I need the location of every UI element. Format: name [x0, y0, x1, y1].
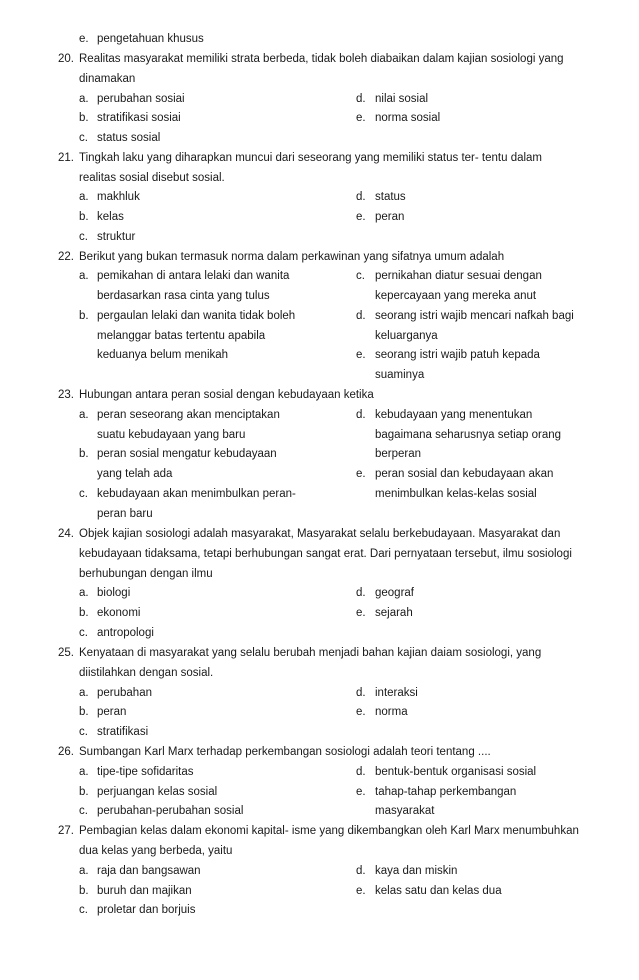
option-text: norma	[375, 706, 408, 718]
option-letter: c.	[79, 132, 88, 144]
option-letter: d.	[356, 865, 366, 877]
option-text: proletar dan borjuis	[97, 904, 196, 916]
question-text: Hubungan antara peran sosial dengan kebudayaan ketika	[79, 389, 374, 401]
option-text: menimbulkan kelas-kelas sosial	[375, 488, 537, 500]
option-text: peran baru	[97, 508, 153, 520]
option-letter: d.	[356, 310, 366, 322]
option-letter: a.	[79, 687, 89, 699]
option-letter: e.	[356, 211, 366, 223]
option-text: geograf	[375, 587, 415, 599]
question-text: kebudayaan tidaksama, tetapi berhubungan sangat erat. Dari pernyataan tersebut, ilmu sosiologi	[79, 548, 572, 560]
option-letter: e.	[79, 33, 89, 45]
option-letter: b.	[79, 112, 89, 124]
option-letter: d.	[356, 766, 366, 778]
option-letter: b.	[79, 786, 89, 798]
option-text: masyarakat	[375, 805, 435, 817]
option-letter: c.	[79, 627, 88, 639]
option-text: seorang istri wajib mencari nafkah bagi	[375, 310, 574, 322]
option-letter: a.	[79, 191, 89, 203]
option-letter: c.	[356, 270, 365, 282]
option-text: makhluk	[97, 191, 140, 203]
option-text: peran sosial mengatur kebudayaan	[97, 448, 277, 460]
option-text: perubahan-perubahan sosial	[97, 805, 244, 817]
option-text: peran	[375, 211, 405, 223]
question-text: Sumbangan Karl Marx terhadap perkembangan sosiologi adalah teori tentang ....	[79, 746, 491, 758]
option-text: bentuk-bentuk organisasi sosial	[375, 766, 537, 778]
option-letter: c.	[79, 231, 88, 243]
option-text: antropologi	[97, 627, 154, 639]
option-text: keduanya belum menikah	[97, 349, 229, 361]
option-text: kelas	[97, 211, 124, 223]
option-text: perubahan	[97, 687, 152, 699]
option-text: peran seseorang akan menciptakan	[97, 409, 280, 421]
option-text: raja dan bangsawan	[97, 865, 201, 877]
option-letter: a.	[79, 409, 89, 421]
question-number: 23.	[58, 389, 74, 401]
option-text: tahap-tahap perkembangan	[375, 786, 517, 798]
option-text: biologi	[97, 587, 131, 599]
option-text: berperan	[375, 448, 422, 460]
option-text: peran	[97, 706, 127, 718]
option-text: perjuangan kelas sosial	[97, 786, 218, 798]
option-letter: d.	[356, 409, 366, 421]
option-text: norma sosial	[375, 112, 441, 124]
option-letter: b.	[79, 448, 89, 460]
option-letter: d.	[356, 587, 366, 599]
question-text: dua kelas yang berbeda, yaitu	[79, 845, 233, 857]
question-text: Berikut yang bukan termasuk norma dalam perkawinan yang sifatnya umum adalah	[79, 251, 505, 263]
option-text: stratifikasi	[97, 726, 149, 738]
option-text: suatu kebudayaan yang baru	[97, 429, 246, 441]
option-letter: a.	[79, 93, 89, 105]
question-number: 22.	[58, 251, 74, 263]
option-text: pergaulan lelaki dan wanita tidak boleh	[97, 310, 296, 322]
option-text: sejarah	[375, 607, 413, 619]
question-text: Kenyataan di masyarakat yang selalu berubah menjadi bahan kajian daiam sosiologi, yang	[79, 647, 542, 659]
option-letter: c.	[79, 488, 88, 500]
option-text: melanggar batas tertentu apabila	[97, 330, 266, 342]
option-text: kebudayaan akan menimbulkan peran-	[97, 488, 296, 500]
option-text: status	[375, 191, 406, 203]
option-text: nilai sosial	[375, 93, 429, 105]
option-letter: a.	[79, 270, 89, 282]
option-letter: c.	[79, 726, 88, 738]
question-text: realitas sosial disebut sosial.	[79, 172, 225, 184]
question-text: Objek kajian sosiologi adalah masyarakat, Masyarakat selalu berkebudayaan. Masyarakat dan	[79, 528, 561, 540]
question-number: 26.	[58, 746, 74, 758]
option-letter: e.	[356, 112, 366, 124]
option-letter: c.	[79, 904, 88, 916]
option-letter: e.	[356, 706, 366, 718]
question-text: dinamakan	[79, 73, 136, 85]
question-number: 25.	[58, 647, 74, 659]
option-letter: a.	[79, 587, 89, 599]
option-text: ekonomi	[97, 607, 141, 619]
option-text: perubahan sosiai	[97, 93, 185, 105]
option-text: suaminya	[375, 369, 425, 381]
option-text: pengetahuan khusus	[97, 33, 204, 45]
question-text: Tingkah laku yang diharapkan muncui dari seseorang yang memiliki status ter- tentu dalam	[79, 152, 543, 164]
option-letter: d.	[356, 93, 366, 105]
option-text: peran sosial dan kebudayaan akan	[375, 468, 554, 480]
option-letter: a.	[79, 766, 89, 778]
option-text: buruh dan majikan	[97, 885, 192, 897]
option-text: stratifikasi sosiai	[97, 112, 181, 124]
question-number: 20.	[58, 53, 74, 65]
question-number: 21.	[58, 152, 74, 164]
option-letter: a.	[79, 865, 89, 877]
option-text: kebudayaan yang menentukan	[375, 409, 533, 421]
option-letter: d.	[356, 191, 366, 203]
question-text: berhubungan dengan ilmu	[79, 568, 213, 580]
option-letter: e.	[356, 468, 366, 480]
option-text: yang telah ada	[97, 468, 173, 480]
option-letter: e.	[356, 349, 366, 361]
option-letter: b.	[79, 310, 89, 322]
option-letter: e.	[356, 885, 366, 897]
option-letter: b.	[79, 211, 89, 223]
option-letter: e.	[356, 607, 366, 619]
question-number: 24.	[58, 528, 74, 540]
option-letter: b.	[79, 607, 89, 619]
option-text: bagaimana seharusnya setiap orang	[375, 429, 562, 441]
question-text: diistilahkan dengan sosial.	[79, 667, 214, 679]
option-letter: b.	[79, 706, 89, 718]
option-letter: b.	[79, 885, 89, 897]
option-text: kelas satu dan kelas dua	[375, 885, 502, 897]
option-text: berdasarkan rasa cinta yang tulus	[97, 290, 270, 302]
option-text: pemikahan di antara lelaki dan wanita	[97, 270, 290, 282]
option-text: tipe-tipe sofidaritas	[97, 766, 194, 778]
option-text: struktur	[97, 231, 136, 243]
option-letter: d.	[356, 687, 366, 699]
option-text: keluarganya	[375, 330, 438, 342]
option-text: kaya dan miskin	[375, 865, 458, 877]
option-text: status sosial	[97, 132, 161, 144]
option-text: interaksi	[375, 687, 418, 699]
option-letter: c.	[79, 805, 88, 817]
option-text: pernikahan diatur sesuai dengan	[375, 270, 542, 282]
option-text: kepercayaan yang mereka anut	[375, 290, 537, 302]
question-number: 27.	[58, 825, 74, 837]
question-text: Realitas masyarakat memiliki strata berbeda, tidak boleh diabaikan dalam kajian sosiologi yang	[79, 53, 564, 65]
question-text: Pembagian kelas dalam ekonomi kapital- isme yang dikembangkan oleh Karl Marx menumbuhkan	[79, 825, 579, 837]
option-text: seorang istri wajib patuh kepada	[375, 349, 540, 361]
option-letter: e.	[356, 786, 366, 798]
